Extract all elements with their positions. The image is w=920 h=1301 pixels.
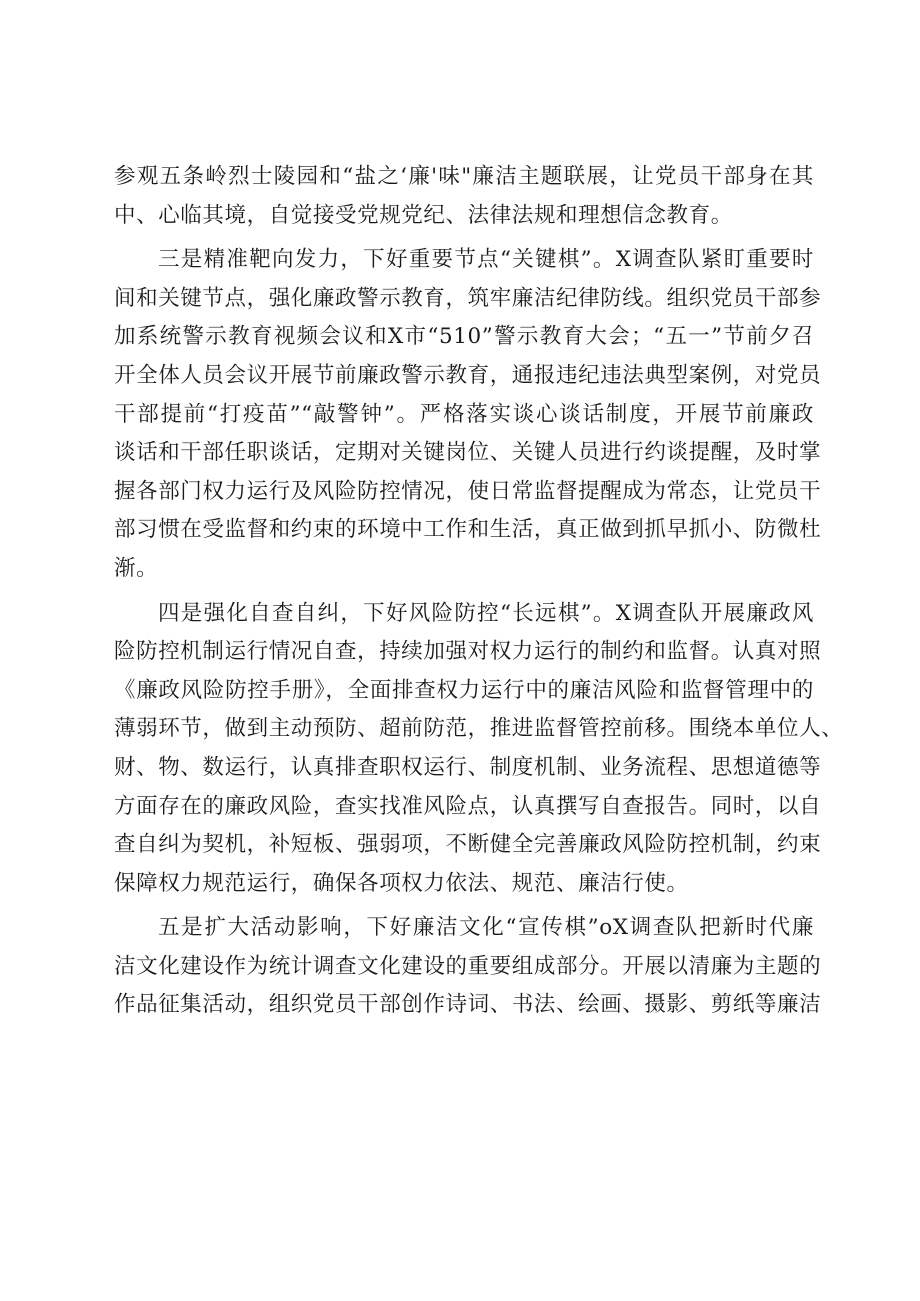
text-line: 间和关键节点，强化廉政警示教育，筑牢廉洁纪律防线。组织党员干部参 [114, 285, 822, 311]
text-line: 查自纠为契机，补短板、强弱项，不断健全完善廉政风险防控机制，约束 [114, 832, 822, 858]
text-line: 洁文化建设作为统计调查文化建设的重要组成部分。开展以清廉为主题的 [114, 953, 822, 979]
text-line: 保障权力规范运行，确保各项权力依法、规范、廉洁行使。 [114, 870, 689, 896]
text-line: 方面存在的廉政风险，查实找准风险点，认真撰写自查报告。同时，以自 [114, 793, 822, 819]
text-line: 中、心临其境，自觉接受党规党纪、法律法规和理想信念教育。 [114, 202, 733, 228]
text-line: 险防控机制运行情况自查，持续加强对权力运行的制约和监督。认真对照 [114, 639, 822, 665]
text-line: 四是强化自查自纠，下好风险防控“长远棋”。X调查队开展廉政风 [158, 600, 814, 626]
text-line: 作品征集活动，组织党员干部创作诗词、书法、绘画、摄影、剪纸等廉洁 [114, 992, 822, 1018]
text-line: 参观五条岭烈士陵园和“盐之‘廉'味"廉洁主题联展，让党员干部身在其 [114, 164, 814, 189]
text-line: 《廉政风险防控手册》，全面排查权力运行中的廉洁风险和监督管理中的 [114, 677, 814, 703]
paragraph-point-three [114, 241, 822, 588]
document-body [114, 158, 844, 1025]
paragraph-continuation [114, 158, 814, 235]
text-line: 部习惯在受监督和约束的环境中工作和生活，真正做到抓早抓小、防微杜 [114, 517, 822, 543]
text-line: 加系统警示教育视频会议和X市“510”警示教育大会；“五一”节前夕召 [114, 324, 814, 350]
text-line: 财、物、数运行，认真排查职权运行、制度机制、业务流程、思想道德等 [114, 754, 822, 780]
text-line: 渐。 [114, 555, 159, 581]
paragraph-point-five [114, 909, 822, 1025]
text-line: 干部提前“打疫苗”“敲警钟”。严格落实谈心谈话制度，开展节前廉政 [114, 401, 814, 427]
paragraph-point-four [114, 595, 844, 904]
text-line: 三是精准靶向发力，下好重要节点“关键棋”。X调查队紧盯重要时 [158, 247, 814, 273]
text-line: 谈话和干部任职谈话，定期对关键岗位、关键人员进行约谈提醒，及时掌 [114, 440, 822, 466]
text-line: 开全体人员会议开展节前廉政警示教育，通报违纪违法典型案例，对党员 [114, 362, 822, 388]
text-line: 握各部门权力运行及风险防控情况，使日常监督提醒成为常态，让党员干 [114, 478, 822, 504]
text-line: 薄弱环节，做到主动预防、超前防范，推进监督管控前移。围绕本单位人、 [114, 716, 844, 742]
text-line: 五是扩大活动影响，下好廉洁文化“宣传棋”oX调查队把新时代廉 [158, 915, 814, 941]
